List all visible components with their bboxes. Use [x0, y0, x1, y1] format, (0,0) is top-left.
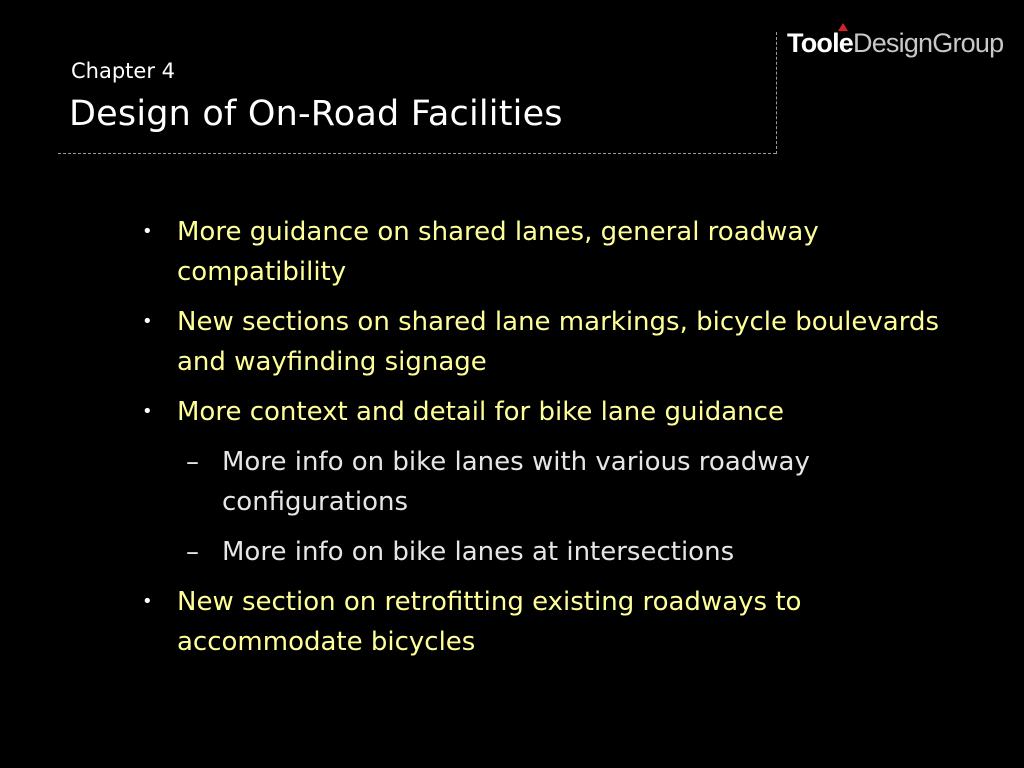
bullet-icon: •: [142, 221, 153, 242]
page-title: Design of On-Road Facilities: [69, 94, 563, 134]
sub-bullet-item: [140, 532, 940, 572]
bullet-text: New section on retrofitting existing roadways to accommodate bicycles: [177, 587, 802, 657]
header-divider-horizontal: [58, 153, 776, 154]
bullet-item: [140, 392, 940, 432]
logo-word-group: Group: [932, 28, 1004, 58]
logo-word-design: Design: [853, 28, 933, 58]
bullet-icon: •: [142, 591, 153, 612]
company-logo: [787, 26, 1003, 62]
bullet-text: More context and detail for bike lane guidance: [177, 397, 784, 427]
bullet-item: [140, 212, 940, 292]
sub-bullet-text: More info on bike lanes with various roadway configurations: [222, 447, 810, 517]
bullet-icon: •: [142, 401, 153, 422]
bullet-list: [140, 212, 940, 672]
bullet-text: New sections on shared lane markings, bicycle boulevards and wayfinding signage: [177, 307, 939, 377]
bullet-text: More guidance on shared lanes, general roadway compatibility: [177, 217, 819, 287]
dash-icon: –: [186, 447, 199, 477]
bullet-item: [140, 302, 940, 382]
header-divider-vertical: [776, 32, 777, 154]
bullet-icon: •: [142, 311, 153, 332]
logo-word-toole: Toole: [787, 28, 853, 58]
chapter-label: Chapter 4: [71, 59, 175, 83]
sub-bullet-text: More info on bike lanes at intersections: [222, 537, 735, 567]
sub-bullet-item: [140, 442, 940, 522]
bullet-item: [140, 582, 940, 662]
dash-icon: –: [186, 537, 199, 567]
